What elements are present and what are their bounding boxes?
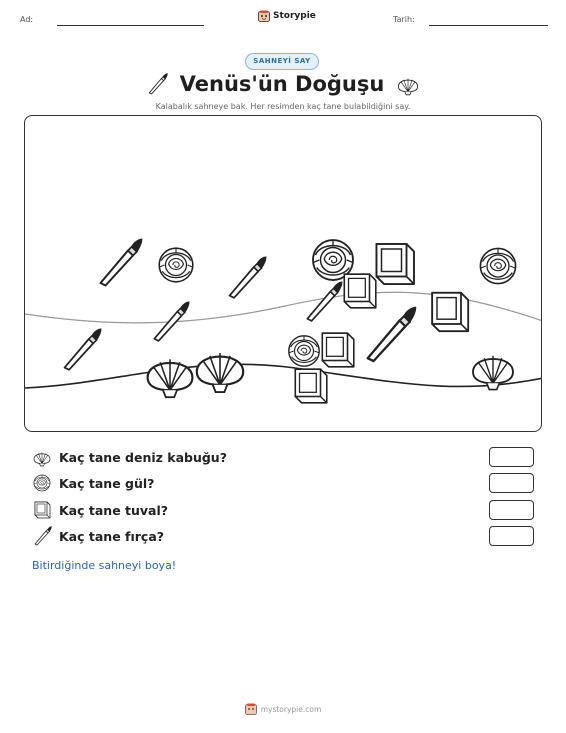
rose-item bbox=[159, 248, 193, 282]
rose-item bbox=[480, 248, 515, 283]
question-text: Kaç tane tuval? bbox=[59, 502, 169, 518]
brand-logo bbox=[258, 10, 316, 22]
date-field[interactable] bbox=[429, 25, 548, 26]
instructions: Kalabalık sahneye bak. Her resimden kaç tane bulabildiğini say. bbox=[155, 102, 411, 111]
activity-badge: SAHNEYİ SAY bbox=[245, 53, 319, 70]
brush-icon bbox=[32, 526, 52, 546]
question-text: Kaç tane deniz kabuğu? bbox=[59, 449, 227, 465]
canvas-item bbox=[432, 293, 468, 331]
brush-item bbox=[368, 307, 416, 361]
answer-box-brushes[interactable] bbox=[489, 526, 534, 546]
coloring-note: Bitirdiğinde sahneyi boya! bbox=[32, 559, 177, 572]
answer-box-canvases[interactable] bbox=[489, 500, 534, 520]
question-roses bbox=[32, 473, 536, 493]
storypie-logo-icon bbox=[245, 703, 257, 715]
footer-url: mystorypie.com bbox=[260, 704, 322, 714]
question-text: Kaç tane fırça? bbox=[59, 528, 165, 544]
question-text: Kaç tane gül? bbox=[59, 475, 155, 491]
wave-line-front bbox=[25, 364, 542, 388]
question-canvases bbox=[32, 500, 536, 520]
rose-item bbox=[289, 336, 319, 366]
brush-item bbox=[101, 239, 142, 285]
canvas-item bbox=[322, 333, 354, 367]
rose-icon bbox=[32, 473, 52, 493]
counting-scene bbox=[24, 115, 542, 432]
shell-icon bbox=[32, 447, 52, 467]
canvas-item bbox=[377, 244, 415, 284]
brush-icon bbox=[146, 73, 168, 95]
brand-name: Storypie bbox=[273, 11, 316, 21]
canvas-item bbox=[295, 369, 327, 403]
shell-icon bbox=[396, 72, 420, 96]
question-brushes bbox=[32, 526, 536, 546]
canvas-icon bbox=[32, 500, 52, 520]
shell-item bbox=[148, 359, 193, 397]
brush-item bbox=[307, 282, 342, 321]
page-title: Venüs'ün Doğuşu bbox=[179, 72, 385, 96]
answer-box-roses[interactable] bbox=[489, 473, 534, 493]
storypie-logo-icon bbox=[258, 10, 270, 22]
question-shells bbox=[32, 447, 536, 467]
canvas-item bbox=[344, 274, 376, 308]
brush-item bbox=[230, 257, 266, 298]
date-label: Tarih: bbox=[393, 15, 415, 24]
brush-item bbox=[65, 329, 101, 370]
name-label: Ad: bbox=[20, 15, 34, 24]
footer bbox=[0, 703, 566, 715]
answer-box-shells[interactable] bbox=[489, 447, 534, 467]
shell-item bbox=[197, 353, 243, 392]
name-field[interactable] bbox=[57, 25, 204, 26]
